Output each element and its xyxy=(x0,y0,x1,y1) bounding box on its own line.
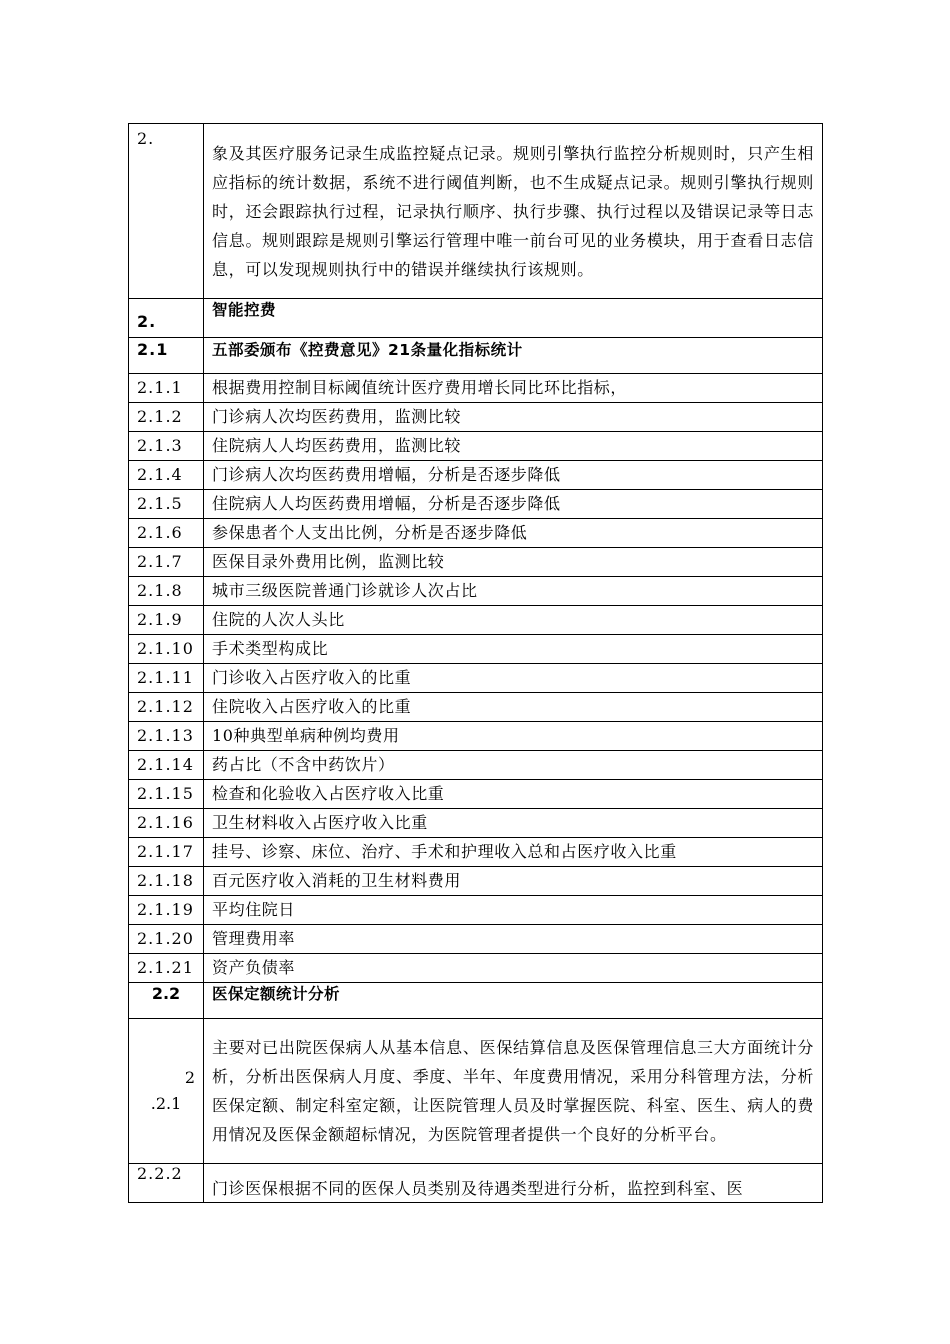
item-number: 2.1.13 xyxy=(129,722,204,751)
item-2-2-1-number-top: 2 xyxy=(184,1068,195,1087)
table-row xyxy=(129,809,823,838)
item-2-2-2-number: 2.2.2 xyxy=(129,1164,204,1203)
item-2-2-2-text: 门诊医保根据不同的医保人员类别及待遇类型进行分析，监控到科室、医 xyxy=(204,1164,823,1203)
item-text: 门诊收入占医疗收入的比重 xyxy=(204,664,823,693)
section-2-2-row xyxy=(129,983,823,1019)
item-number: 2.1.2 xyxy=(129,403,204,432)
item-text: 住院病人人均医药费用，监测比较 xyxy=(204,432,823,461)
item-text: 药占比（不含中药饮片） xyxy=(204,751,823,780)
table-row xyxy=(129,461,823,490)
item-text: 住院病人人均医药费用增幅，分析是否逐步降低 xyxy=(204,490,823,519)
item-number: 2.1.8 xyxy=(129,577,204,606)
item-text: 医保目录外费用比例，监测比较 xyxy=(204,548,823,577)
table-row xyxy=(129,925,823,954)
table-row xyxy=(129,374,823,403)
table-row xyxy=(129,606,823,635)
table-row xyxy=(129,432,823,461)
item-number: 2.1.11 xyxy=(129,664,204,693)
item-text: 城市三级医院普通门诊就诊人次占比 xyxy=(204,577,823,606)
table-row xyxy=(129,780,823,809)
item-2-2-1-number-bottom: .2.1 xyxy=(150,1094,182,1113)
item-number: 2.1.6 xyxy=(129,519,204,548)
item-text: 门诊病人次均医药费用增幅，分析是否逐步降低 xyxy=(204,461,823,490)
section-2-2-title: 医保定额统计分析 xyxy=(204,983,823,1019)
item-text: 管理费用率 xyxy=(204,925,823,954)
section-2-number: 2. xyxy=(129,299,204,338)
table-row xyxy=(129,519,823,548)
table-row xyxy=(129,867,823,896)
intro-row xyxy=(129,124,823,299)
item-number: 2.1.5 xyxy=(129,490,204,519)
item-text: 住院的人次人头比 xyxy=(204,606,823,635)
table-row xyxy=(129,693,823,722)
item-text: 平均住院日 xyxy=(204,896,823,925)
intro-number: 2. xyxy=(129,124,204,299)
item-text: 百元医疗收入消耗的卫生材料费用 xyxy=(204,867,823,896)
item-number: 2.1.19 xyxy=(129,896,204,925)
item-text: 10种典型单病种例均费用 xyxy=(204,722,823,751)
item-number: 2.1.20 xyxy=(129,925,204,954)
item-text: 挂号、诊察、床位、治疗、手术和护理收入总和占医疗收入比重 xyxy=(204,838,823,867)
item-number: 2.1.10 xyxy=(129,635,204,664)
item-2-2-1-row xyxy=(129,1019,823,1164)
table-row xyxy=(129,577,823,606)
table-row xyxy=(129,751,823,780)
table-row xyxy=(129,548,823,577)
table-row xyxy=(129,635,823,664)
table-row xyxy=(129,722,823,751)
section-2-1-title: 五部委颁布《控费意见》21条量化指标统计 xyxy=(204,338,823,374)
section-2-2-number: 2.2 xyxy=(129,983,204,1019)
item-number: 2.1.16 xyxy=(129,809,204,838)
table-row xyxy=(129,490,823,519)
item-number: 2.1.15 xyxy=(129,780,204,809)
item-text: 住院收入占医疗收入的比重 xyxy=(204,693,823,722)
section-2-title: 智能控费 xyxy=(204,299,823,338)
item-number: 2.1.14 xyxy=(129,751,204,780)
item-text: 参保患者个人支出比例，分析是否逐步降低 xyxy=(204,519,823,548)
item-text: 门诊病人次均医药费用，监测比较 xyxy=(204,403,823,432)
item-number: 2.1.3 xyxy=(129,432,204,461)
item-2-2-1-paragraph: 主要对已出院医保病人从基本信息、医保结算信息及医保管理信息三大方面统计分析，分析出医保病人月度、季度、半年、年度费用情况，采用分科管理方法，分析医保定额、制定科室定额，让医院管理人员及时掌握医院、科室、医生、病人的费用情况及医保金额超标情况，为医院管理者提供一个良好的分析平台。 xyxy=(204,1019,823,1164)
item-text: 根据费用控制目标阈值统计医疗费用增长同比环比指标， xyxy=(204,374,823,403)
item-number: 2.1.21 xyxy=(129,954,204,983)
intro-paragraph: 象及其医疗服务记录生成监控疑点记录。规则引擎执行监控分析规则时，只产生相应指标的统计数据，系统不进行阈值判断，也不生成疑点记录。规则引擎执行规则时，还会跟踪执行过程，记录执行顺序、执行步骤、执行过程以及错误记录等日志信息。规则跟踪是规则引擎运行管理中唯一前台可见的业务模块，用于查看日志信息，可以发现规则执行中的错误并继续执行该规则。 xyxy=(204,124,823,299)
item-number: 2.1.12 xyxy=(129,693,204,722)
table-row xyxy=(129,403,823,432)
item-text: 卫生材料收入占医疗收入比重 xyxy=(204,809,823,838)
item-number: 2.1.4 xyxy=(129,461,204,490)
item-number: 2.1.7 xyxy=(129,548,204,577)
section-2-row xyxy=(129,299,823,338)
section-2-1-number: 2.1 xyxy=(129,338,204,374)
item-number: 2.1.18 xyxy=(129,867,204,896)
item-text: 手术类型构成比 xyxy=(204,635,823,664)
section-2-1-row xyxy=(129,338,823,374)
item-number: 2.1.9 xyxy=(129,606,204,635)
table-row xyxy=(129,896,823,925)
item-number: 2.1.1 xyxy=(129,374,204,403)
item-text: 检查和化验收入占医疗收入比重 xyxy=(204,780,823,809)
item-text: 资产负债率 xyxy=(204,954,823,983)
spec-table xyxy=(128,123,823,1203)
table-row xyxy=(129,838,823,867)
table-row xyxy=(129,664,823,693)
item-2-2-2-row xyxy=(129,1164,823,1203)
document-page xyxy=(128,123,822,1203)
item-number: 2.1.17 xyxy=(129,838,204,867)
item-2-2-1-number xyxy=(129,1019,204,1164)
table-row xyxy=(129,954,823,983)
